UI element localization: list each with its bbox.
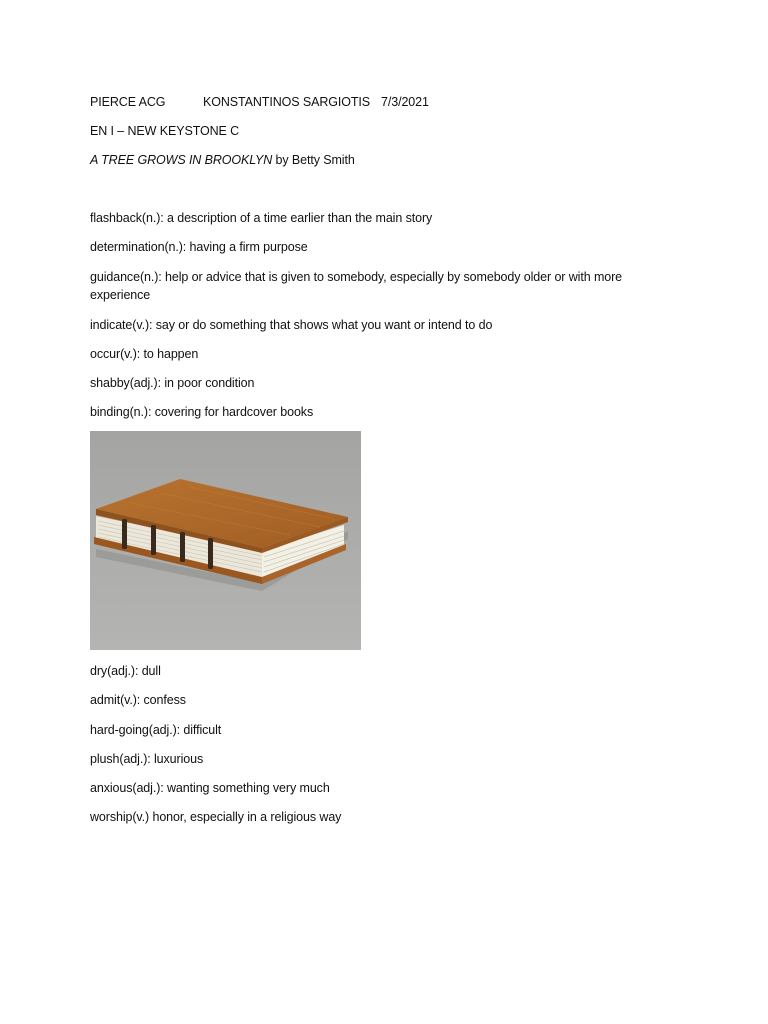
vocab-item: admit(v.): confess xyxy=(90,693,186,707)
book-illustration xyxy=(90,431,361,650)
book-title: A TREE GROWS IN BROOKLYN xyxy=(90,153,273,167)
vocab-item: flashback(n.): a description of a time earlier than the main story xyxy=(90,211,433,225)
vocab-item: shabby(adj.): in poor condition xyxy=(90,376,255,390)
book-binding-photo xyxy=(90,431,361,650)
vocab-item: indicate(v.): say or do something that shows what you want or intend to do xyxy=(90,318,493,332)
school-name: PIERCE ACG xyxy=(90,95,166,109)
vocab-item: dry(adj.): dull xyxy=(90,664,161,678)
date: 7/3/2021 xyxy=(381,95,429,109)
vocab-item: anxious(adj.): wanting something very much xyxy=(90,781,330,795)
vocab-item: occur(v.): to happen xyxy=(90,347,199,361)
book-author: by Betty Smith xyxy=(272,153,355,167)
vocab-item: hard-going(adj.): difficult xyxy=(90,723,222,737)
class-line: EN I – NEW KEYSTONE C xyxy=(90,124,240,138)
vocab-item: guidance(n.): help or advice that is given to somebody, especially by somebody older or with more experience xyxy=(90,270,623,302)
student-name: KONSTANTINOS SARGIOTIS xyxy=(203,95,371,109)
vocab-item: worship(v.) honor, especially in a religious way xyxy=(90,810,342,824)
vocab-item: determination(n.): having a firm purpose xyxy=(90,240,308,254)
header-line xyxy=(90,93,690,111)
vocab-item: plush(adj.): luxurious xyxy=(90,752,204,766)
book-line xyxy=(90,151,355,169)
vocab-item: binding(n.): covering for hardcover books xyxy=(90,405,314,419)
